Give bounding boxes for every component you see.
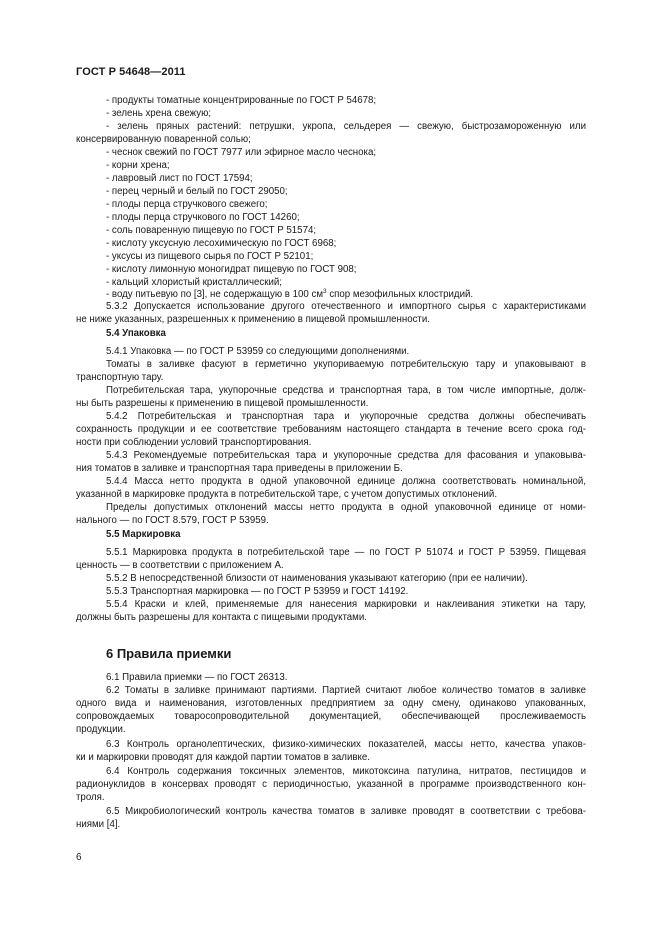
paragraph-line: 5.4.3 Рекомендуемые потребительская тара и укупорочные средства для фасования и упаковыва- xyxy=(106,450,586,461)
section-heading-5-4: 5.4 Упаковка xyxy=(106,328,166,339)
paragraph-line: 5.5.2 В непосредственной близости от наименования указывают категорию (при ее наличии). xyxy=(106,573,528,584)
list-item: - плоды перца стручкового свежего; xyxy=(106,199,268,210)
paragraph-line: Потребительская тара, укупорочные средства и транспортная тара, в том числе импортные, долж- xyxy=(106,385,586,396)
paragraph-line: указанной в маркировке продукта в потребительской таре, с учетом допустимых отклонений. xyxy=(76,489,498,500)
paragraph-line: ниями [4]. xyxy=(76,819,121,830)
list-item: - зелень пряных растений: петрушки, укропа, сельдерея — свежую, быстрозамороженную или xyxy=(106,121,586,132)
paragraph-line: транспортную тару. xyxy=(76,372,164,383)
paragraph-line: Пределы допустимых отклонений массы нетто продукта в одной упаковочной единице от номи- xyxy=(106,502,586,513)
list-item: - кислоту уксусную лесохимическую по ГОСТ 6968; xyxy=(106,238,337,249)
list-item: - корни хрена; xyxy=(106,160,170,171)
list-item: - лавровый лист по ГОСТ 17594; xyxy=(106,173,253,184)
list-item: - соль поваренную пищевую по ГОСТ Р 51574; xyxy=(106,225,317,236)
list-item: - кальций хлористый кристаллический; xyxy=(106,277,283,288)
list-item-water: - воду питьевую по [3], не содержащую в 100 $см^3$ спор мезофильных клостридий. xyxy=(106,287,474,300)
paragraph-line: 6.4 Контроль содержания токсичных элементов, микотоксина патулина, нитратов, пестицидов и xyxy=(106,766,586,777)
section-heading-6: 6 Правила приемки xyxy=(106,646,232,661)
paragraph-line: ния томатов в заливке и транспортная тара приведены в приложении Б. xyxy=(76,463,403,474)
page-number: 6 xyxy=(76,852,82,863)
paragraph-line: продукции. xyxy=(76,724,126,735)
paragraph-line: 5.4.1 Упаковка — по ГОСТ Р 53959 со следующими дополнениями. xyxy=(106,346,410,357)
paragraph-line: Томаты в заливке фасуют в герметично укупориваемую потребительскую тару и упаковывают в xyxy=(106,359,586,370)
list-item: - перец черный и белый по ГОСТ 29050; xyxy=(106,186,288,197)
paragraph-line: сохранность продукции и ее соответствие требованиям настоящего стандарта в течение всего срока год- xyxy=(76,424,586,435)
paragraph-line: 5.3.2 Допускается использование другого отечественного и импортного сырья с характеристиками xyxy=(106,301,586,312)
paragraph-line: 6.1 Правила приемки — по ГОСТ 26313. xyxy=(106,672,288,683)
paragraph-line: троля. xyxy=(76,792,105,803)
paragraph-line: ки и маркировки проводят для каждой партии томатов в заливке. xyxy=(76,752,370,763)
paragraph-line: 5.5.4 Краски и клей, применяемые для нанесения маркировки и наклеивания этикетки на тару, xyxy=(106,599,586,610)
paragraph-line: 6.5 Микробиологический контроль качества томатов в заливке проводят в соответствии с требова- xyxy=(106,806,586,817)
paragraph-line: одного вида и наименования, изготовленных предприятием за одну смену, одинаково упакованных, xyxy=(76,698,586,709)
paragraph-line: не ниже указанных, разрешенных к применению в пищевой промышленности. xyxy=(76,314,430,325)
list-item: - кислоту лимонную моногидрат пищевую по ГОСТ 908; xyxy=(106,264,357,275)
paragraph-line: радионуклидов в консервах проводят с периодичностью, указанной в программе производственного кон- xyxy=(76,779,586,790)
section-heading-5-5: 5.5 Маркировка xyxy=(106,529,181,540)
list-item: - продукты томатные концентрированные по ГОСТ Р 54678; xyxy=(106,95,377,106)
list-item: - уксусы из пищевого сырья по ГОСТ Р 52101; xyxy=(106,251,314,262)
paragraph-line: ны быть разрешены к применению в пищевой промышленности. xyxy=(76,398,369,409)
paragraph-line: сопровождаемых товаросопроводительной документацией, обеспечивающей прослеживаемость xyxy=(76,711,586,722)
paragraph-line: должны быть разрешены для контакта с пищевыми продуктами. xyxy=(76,612,367,623)
paragraph-line: нального — по ГОСТ 8.579, ГОСТ Р 53959. xyxy=(76,515,269,526)
paragraph-line: 5.4.2 Потребительская и транспортная тара и укупорочные средства должны обеспечивать xyxy=(106,411,586,422)
paragraph-line: 5.5.3 Транспортная маркировка — по ГОСТ Р 53959 и ГОСТ 14192. xyxy=(106,586,409,597)
list-item: - плоды перца стручкового по ГОСТ 14260; xyxy=(106,212,300,223)
paragraph-line: ности при соблюдении условий транспортирования. xyxy=(76,437,312,448)
list-item-continuation: консервированную поваренной солью; xyxy=(76,134,251,145)
list-item: - зелень хрена свежую; xyxy=(106,108,212,119)
paragraph-line: 6.2 Томаты в заливке принимают партиями. Партией считают любое количество томатов в заливке xyxy=(106,685,586,696)
document-header: ГОСТ Р 54648—2011 xyxy=(76,66,186,78)
paragraph-line: ценность — в соответствии с приложением А. xyxy=(76,560,284,571)
list-item: - чеснок свежий по ГОСТ 7977 или эфирное масло чеснока; xyxy=(106,147,377,158)
paragraph-line: 6.3 Контроль органолептических, физико-химических показателей, массы нетто, качества упаков- xyxy=(106,739,586,750)
paragraph-line: 5.4.4 Масса нетто продукта в одной упаковочной единице должна соответствовать номинальной, xyxy=(106,476,586,487)
paragraph-line: 5.5.1 Маркировка продукта в потребительской таре — по ГОСТ Р 51074 и ГОСТ Р 53959. Пищевая xyxy=(106,547,586,558)
